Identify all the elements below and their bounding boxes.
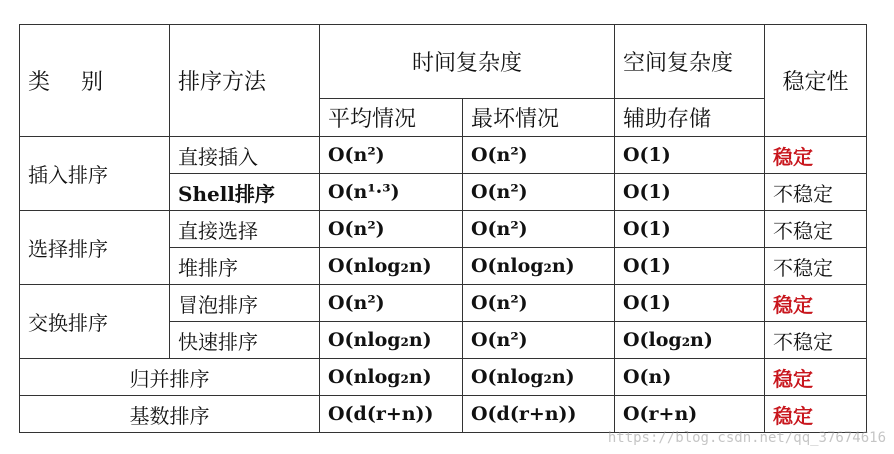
worst-cell: O(d(r+n)) bbox=[463, 396, 615, 433]
header-space: 空间复杂度 bbox=[615, 25, 765, 99]
header-category-label: 类 别 bbox=[28, 70, 115, 95]
avg-cell: O(n²) bbox=[320, 285, 463, 322]
method-cell: Shell排序 bbox=[170, 174, 320, 211]
avg-cell: O(d(r+n)) bbox=[320, 396, 463, 433]
header-aux: 辅助存储 bbox=[615, 99, 765, 137]
header-row-1 bbox=[20, 25, 867, 99]
worst-cell: O(n²) bbox=[463, 137, 615, 174]
worst-cell: O(n²) bbox=[463, 322, 615, 359]
avg-cell: O(n²) bbox=[320, 211, 463, 248]
space-cell: O(log₂n) bbox=[615, 322, 765, 359]
category-cell: 归并排序 bbox=[20, 359, 320, 396]
header-stability: 稳定性 bbox=[765, 25, 867, 137]
worst-cell: O(nlog₂n) bbox=[463, 359, 615, 396]
watermark: https://blog.csdn.net/qq_37674616 bbox=[607, 430, 886, 446]
header-worst: 最坏情况 bbox=[463, 99, 615, 137]
stability-cell: 不稳定 bbox=[765, 248, 867, 285]
table-row bbox=[20, 359, 867, 396]
method-cell: 直接插入 bbox=[170, 137, 320, 174]
stability-cell: 不稳定 bbox=[765, 174, 867, 211]
category-cell: 基数排序 bbox=[20, 396, 320, 433]
space-cell: O(1) bbox=[615, 211, 765, 248]
avg-cell: O(nlog₂n) bbox=[320, 359, 463, 396]
space-cell: O(r+n) bbox=[615, 396, 765, 433]
category-cell: 插入排序 bbox=[20, 137, 170, 211]
table-row bbox=[20, 285, 867, 322]
stability-cell: 不稳定 bbox=[765, 211, 867, 248]
avg-cell: O(n²) bbox=[320, 137, 463, 174]
table-row bbox=[20, 211, 867, 248]
table-row bbox=[20, 137, 867, 174]
worst-cell: O(n²) bbox=[463, 211, 615, 248]
space-cell: O(1) bbox=[615, 174, 765, 211]
method-cell: 快速排序 bbox=[170, 322, 320, 359]
category-cell: 交换排序 bbox=[20, 285, 170, 359]
space-cell: O(1) bbox=[615, 137, 765, 174]
space-cell: O(1) bbox=[615, 248, 765, 285]
method-cell: 直接选择 bbox=[170, 211, 320, 248]
worst-cell: O(nlog₂n) bbox=[463, 248, 615, 285]
stability-cell: 稳定 bbox=[765, 359, 867, 396]
header-time: 时间复杂度 bbox=[320, 25, 615, 99]
header-avg: 平均情况 bbox=[320, 99, 463, 137]
avg-cell: O(nlog₂n) bbox=[320, 248, 463, 285]
method-cell: 堆排序 bbox=[170, 248, 320, 285]
method-cell: 冒泡排序 bbox=[170, 285, 320, 322]
stability-cell: 稳定 bbox=[765, 396, 867, 433]
table-row bbox=[20, 396, 867, 433]
category-cell: 选择排序 bbox=[20, 211, 170, 285]
stability-cell: 稳定 bbox=[765, 285, 867, 322]
sorting-complexity-table bbox=[19, 24, 867, 433]
avg-cell: O(nlog₂n) bbox=[320, 322, 463, 359]
space-cell: O(n) bbox=[615, 359, 765, 396]
worst-cell: O(n²) bbox=[463, 285, 615, 322]
avg-cell: O(n¹·³) bbox=[320, 174, 463, 211]
header-category bbox=[20, 25, 170, 137]
space-cell: O(1) bbox=[615, 285, 765, 322]
worst-cell: O(n²) bbox=[463, 174, 615, 211]
header-method: 排序方法 bbox=[170, 25, 320, 137]
stability-cell: 不稳定 bbox=[765, 322, 867, 359]
stability-cell: 稳定 bbox=[765, 137, 867, 174]
